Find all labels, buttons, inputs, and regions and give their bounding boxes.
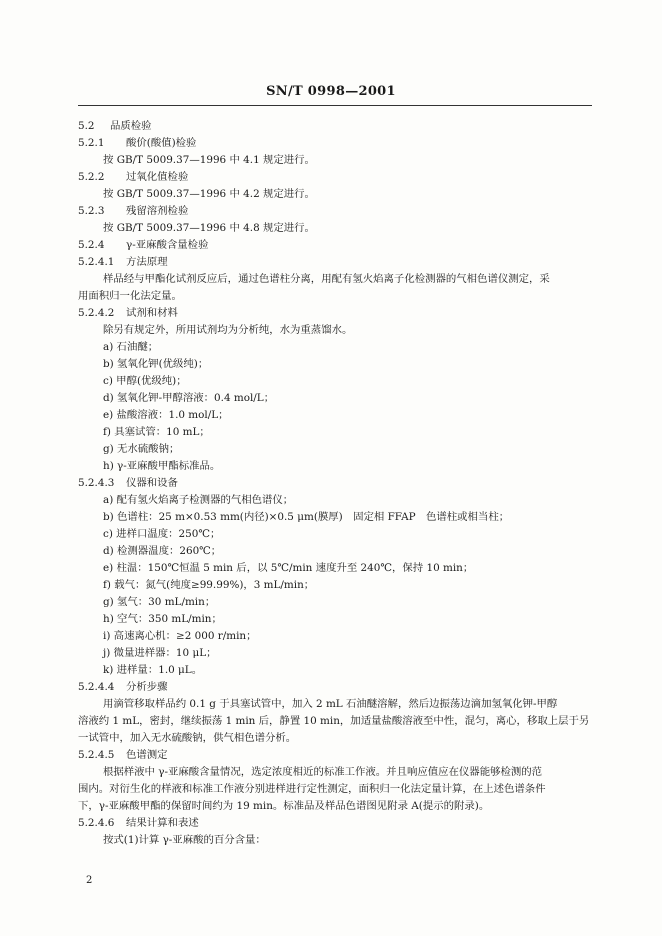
list-item: f) 载气：氮气(纯度≥99.99%)，3 mL/min； — [103, 579, 315, 591]
section-number: 5.2 — [78, 120, 95, 132]
section-number: 5.2.4.4 — [78, 681, 115, 693]
section-title: 色谱测定 — [126, 749, 168, 761]
section-5-2-4-3-heading — [78, 475, 598, 492]
section-title: 仪器和设备 — [126, 477, 178, 489]
section-5-2-3-body: 按 GB/T 5009.37—1996 中 4.8 规定进行。 — [103, 222, 315, 234]
paragraph-line: 围内。对衍生化的样液和标准工作液分别进样进行定性测定，面积归一化法定量计算，在上述色谱条件 — [78, 783, 546, 795]
list-item: h) γ-亚麻酸甲酯标准品。 — [103, 460, 221, 472]
paragraph-line: 样品经与甲酯化试剂反应后，通过色谱柱分离，用配有氢火焰离子化检测器的气相色谱仪测定，采 — [103, 273, 550, 285]
section-title: 残留溶剂检验 — [126, 205, 189, 217]
section-5-2-4-1-heading — [78, 254, 598, 271]
list-item: j) 微量进样器：10 μL； — [103, 647, 217, 659]
list-item: i) 高速离心机：≥2 000 r/min； — [103, 630, 257, 642]
section-5-2-3-heading — [78, 203, 598, 220]
section-title: 酸价(酸值)检验 — [126, 137, 197, 149]
section-number: 5.2.3 — [78, 205, 105, 217]
list-item: g) 氢气：30 mL/min； — [103, 596, 216, 608]
section-5-2-4-6-body: 按式(1)计算 γ-亚麻酸的百分含量： — [103, 834, 266, 846]
document-body — [78, 118, 598, 849]
section-5-2-4-4-heading — [78, 679, 598, 696]
section-title: 方法原理 — [126, 256, 168, 268]
list-item: k) 进样量：1.0 μL。 — [103, 664, 203, 676]
list-item: f) 具塞试管：10 mL； — [103, 426, 210, 438]
section-5-2-1-heading — [78, 135, 598, 152]
section-5-2-heading — [78, 118, 598, 135]
list-item: b) 氢氧化钾(优级纯)； — [103, 358, 209, 370]
section-5-2-2-heading — [78, 169, 598, 186]
list-item: e) 柱温：150℃恒温 5 min 后，以 5℃/min 速度升至 240℃，保持 10 min； — [103, 562, 474, 574]
list-item: a) 石油醚； — [103, 341, 159, 353]
list-item: d) 检测器温度：260℃； — [103, 545, 222, 557]
list-item: c) 甲醇(优级纯)； — [103, 375, 187, 387]
paragraph-line: 一试管中，加入无水硫酸钠，供气相色谱分析。 — [78, 732, 297, 744]
section-number: 5.2.1 — [78, 137, 105, 149]
section-5-2-4-heading — [78, 237, 598, 254]
paragraph-line: 用面积归一化法定量。 — [78, 290, 182, 302]
section-5-2-4-2-intro: 除另有规定外，所用试剂均为分析纯，水为重蒸馏水。 — [103, 324, 353, 336]
section-number: 5.2.4 — [78, 239, 105, 251]
page-number: 2 — [86, 875, 93, 886]
section-title: 结果计算和表述 — [126, 817, 199, 829]
section-title: 试剂和材料 — [126, 307, 178, 319]
header-rule — [78, 105, 592, 106]
list-item: h) 空气：350 mL/min； — [103, 613, 222, 625]
paragraph-line: 根据样液中 γ-亚麻酸含量情况，选定浓度相近的标准工作液。并且响应值应在仪器能够检测的范 — [103, 766, 543, 778]
section-5-2-1-body: 按 GB/T 5009.37—1996 中 4.1 规定进行。 — [103, 154, 315, 166]
list-item: e) 盐酸溶液：1.0 mol/L； — [103, 409, 229, 421]
section-number: 5.2.4.5 — [78, 749, 115, 761]
list-item: c) 进样口温度：250℃； — [103, 528, 221, 540]
list-item: b) 色谱柱：25 m×0.53 mm(内径)×0.5 μm(膜厚) 固定相 FFAP 色谱柱或相当柱； — [103, 511, 510, 523]
list-item: d) 氢氧化钾-甲醇溶液：0.4 mol/L； — [103, 392, 275, 404]
section-number: 5.2.4.1 — [78, 256, 115, 268]
section-5-2-4-5-heading — [78, 747, 598, 764]
section-5-2-2-body: 按 GB/T 5009.37—1996 中 4.2 规定进行。 — [103, 188, 315, 200]
paragraph-line: 溶液约 1 mL，密封，继续振荡 1 min 后，静置 10 min，加适量盐酸溶液至中性，混匀，离心，移取上层于另 — [78, 715, 590, 727]
section-5-2-4-6-heading — [78, 815, 598, 832]
paragraph-line: 下，γ-亚麻酸甲酯的保留时间约为 19 min。标准品及样品色谱图见附录 A(提示的附录)。 — [78, 800, 490, 812]
section-title: 过氧化值检验 — [126, 171, 189, 183]
section-title: γ-亚麻酸含量检验 — [126, 239, 209, 251]
paragraph-line: 用滴管移取样品约 0.1 g 于具塞试管中，加入 2 mL 石油醚溶解，然后边振荡边滴加氢氧化钾-甲醇 — [103, 698, 558, 710]
section-number: 5.2.4.6 — [78, 817, 115, 829]
standard-number-header: SN/T 0998—2001 — [266, 84, 396, 99]
section-number: 5.2.4.2 — [78, 307, 115, 319]
section-number: 5.2.4.3 — [78, 477, 115, 489]
list-item: g) 无水硫酸钠； — [103, 443, 180, 455]
section-number: 5.2.2 — [78, 171, 105, 183]
section-5-2-4-2-heading — [78, 305, 598, 322]
section-title: 品质检验 — [110, 120, 152, 132]
list-item: a) 配有氢火焰离子检测器的气相色谱仪； — [103, 494, 294, 506]
section-title: 分析步骤 — [126, 681, 168, 693]
